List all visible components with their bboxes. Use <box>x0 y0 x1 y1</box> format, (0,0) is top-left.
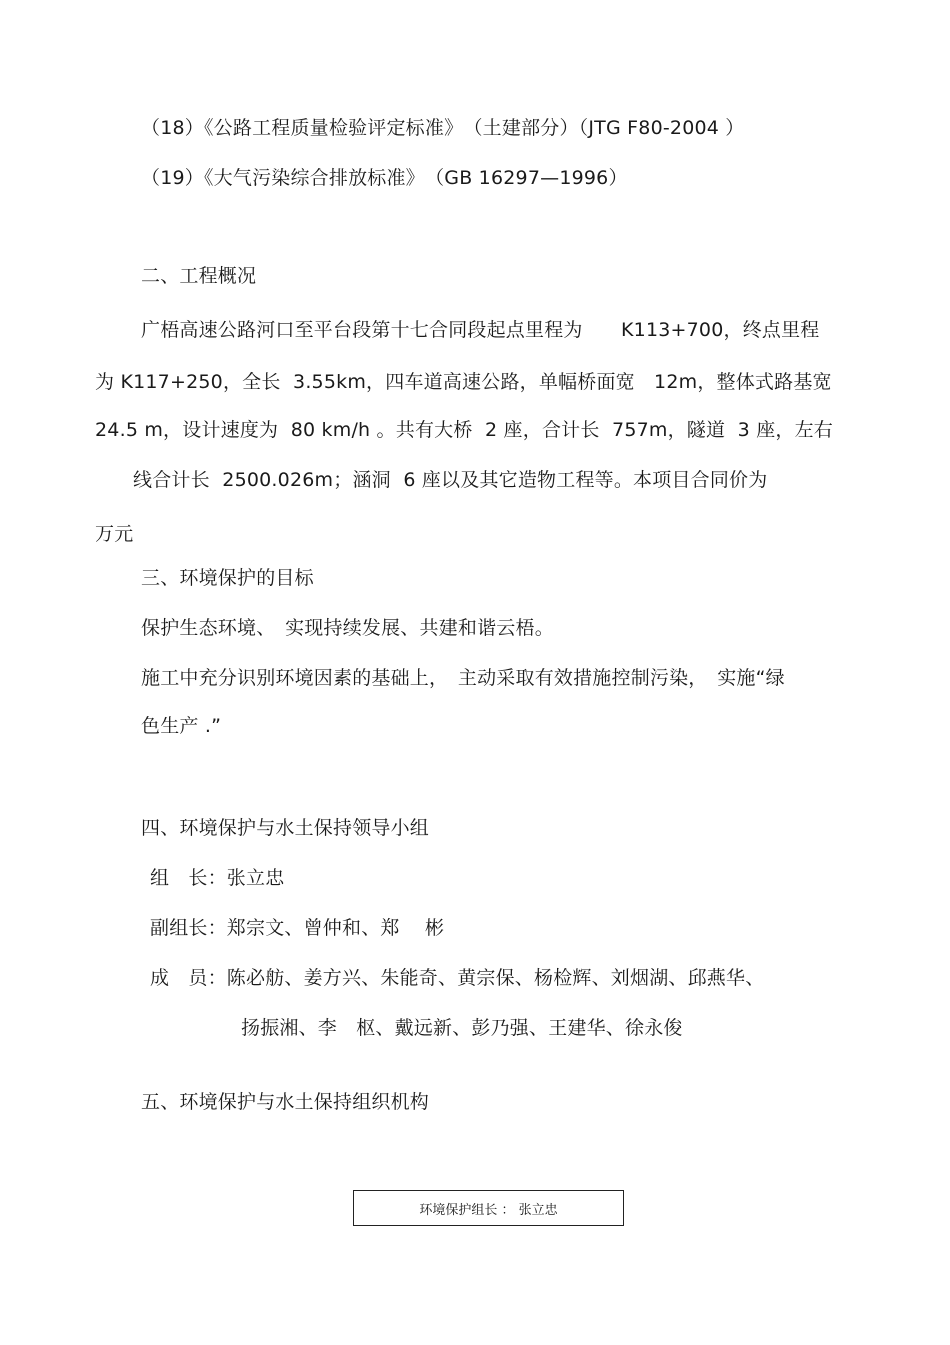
overview-line: 线合计长 2500.026m；涵洞 6 座以及其它造物工程等。本项目合同价为 <box>133 469 768 491</box>
overview-line: 24.5 m，设计速度为 80 km/h 。共有大桥 2 座，合计长 757m，隧道 3 座，左右 <box>95 419 834 441</box>
deputy-leader-line: 副组长：郑宗文、曾仲和、郑 彬 <box>150 917 445 939</box>
org-chart-top-box <box>353 1190 624 1226</box>
goals-line: 色生产 .” <box>141 715 222 737</box>
members-line: 成 员：陈必舫、姜方兴、朱能奇、黄宗保、杨检辉、刘烟湖、邱燕华、 <box>150 967 765 989</box>
members-line-continued: 扬振湘、李 枢、戴远新、彭乃强、王建华、徐永俊 <box>241 1017 683 1039</box>
reference-19: （19）《大气污染综合排放标准》 （GB 16297—1996） <box>141 167 628 189</box>
org-chart-top-label: 环境保护组长 ： 张立忠 <box>419 1202 558 1218</box>
overview-line: 万元 <box>95 523 134 545</box>
leader-line: 组 长：张立忠 <box>150 867 285 889</box>
overview-line: 为 K117+250，全长 3.55km，四车道高速公路，单幅桥面宽 12m，整体式路基宽 <box>95 371 832 393</box>
reference-18: （18）《公路工程质量检验评定标准》 （土建部分）（JTG F80-2004 ） <box>141 117 745 139</box>
section-heading-goals: 三、环境保护的目标 <box>141 567 314 589</box>
section-heading-organization: 五、环境保护与水土保持组织机构 <box>141 1091 430 1113</box>
section-heading-overview: 二、工程概况 <box>141 265 257 287</box>
overview-line: 广梧高速公路河口至平台段第十七合同段起点里程为 K113+700，终点里程 <box>141 319 820 341</box>
goals-line: 施工中充分识别环境因素的基础上， 主动采取有效措施控制污染， 实施“绿 <box>141 667 785 689</box>
section-heading-leadership: 四、环境保护与水土保持领导小组 <box>141 817 430 839</box>
goals-line: 保护生态环境、 实现持续发展、共建和谐云梧。 <box>141 617 554 639</box>
